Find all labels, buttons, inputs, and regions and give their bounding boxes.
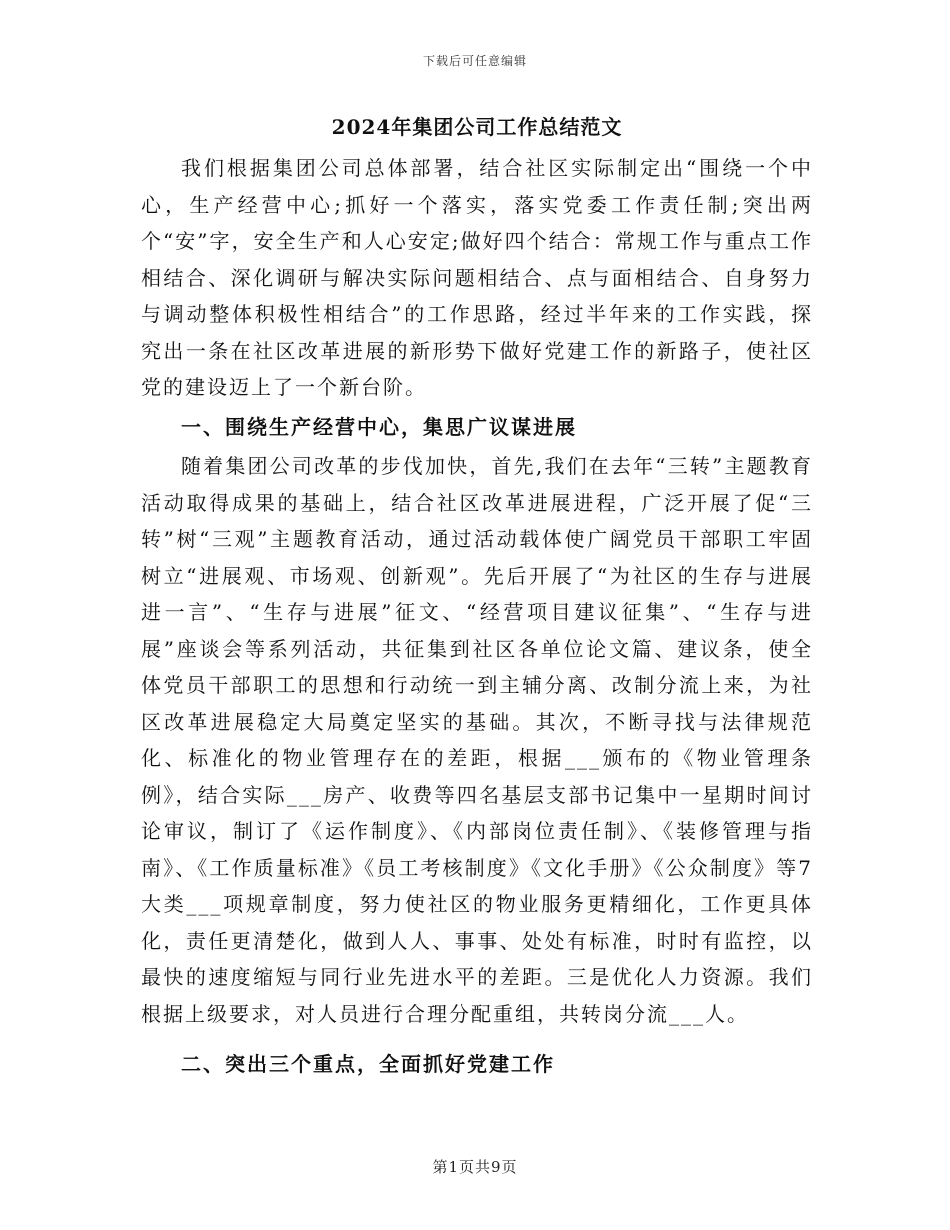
- intro-paragraph: 我们根据集团公司总体部署，结合社区实际制定出“围绕一个中心，生产经营中心;抓好一个落实，落实党委工作责任制;突出两个“安”字，安全生产和人心安定;做好四个结合：常规工作与重点工作相结合、深化调研与解决实际问题相结合、点与面相结合、自身努力与调动整体积极性相结合”的工作思路，经过半年来的工作实践，探究出一条在社区改革进展的新形势下做好党建工作的新路子，使社区党的建设迈上了一个新台阶。: [141, 156, 813, 399]
- page-number: 第1页共9页: [432, 1158, 518, 1176]
- section-2-heading: 二、突出三个重点，全面抓好党建工作: [181, 1052, 555, 1076]
- section-1-heading: 一、围绕生产经营中心，集思广议谋进展: [181, 414, 577, 439]
- document-title: 2024年集团公司工作总结范文: [331, 115, 623, 139]
- document-body: [141, 108, 813, 1083]
- section-1-paragraph: 随着集团公司改革的步伐加快，首先,我们在去年“三转”主题教育活动取得成果的基础上，结合社区改革进展进程，广泛开展了促“三转”树“三观”主题教育活动，通过活动载体使广阔党员干部职工牢固树立“进展观、市场观、创新观”。先后开展了“为社区的生存与进展进一言”、“生存与进展”征文、“经营项目建议征集”、“生存与进展”座谈会等系列活动，共征集到社区各单位论文篇、建议条，使全体党员干部职工的思想和行动统一到主辅分离、改制分流上来，为社区改革进展稳定大局奠定坚实的基础。其次，不断寻找与法律规范化、标准化的物业管理存在的差距，根据___颁布的《物业管理条例》，结合实际___房产、收费等四名基层支部书记集中一星期时间讨论审议，制订了《运作制度》、《内部岗位责任制》、《装修管理与指南》、《工作质量标准》《员工考核制度》《文化手册》《公众制度》等7大类___项规章制度，努力使社区的物业服务更精细化，工作更具体化，责任更清楚化，做到人人、事事、处处有标准，时时有监控，以最快的速度缩短与同行业先进水平的差距。三是优化人力资源。我们根据上级要求，对人员进行合理分配重组，共转岗分流___人。: [141, 454, 813, 1026]
- page-header-note: 下载后可任意编辑: [422, 54, 527, 68]
